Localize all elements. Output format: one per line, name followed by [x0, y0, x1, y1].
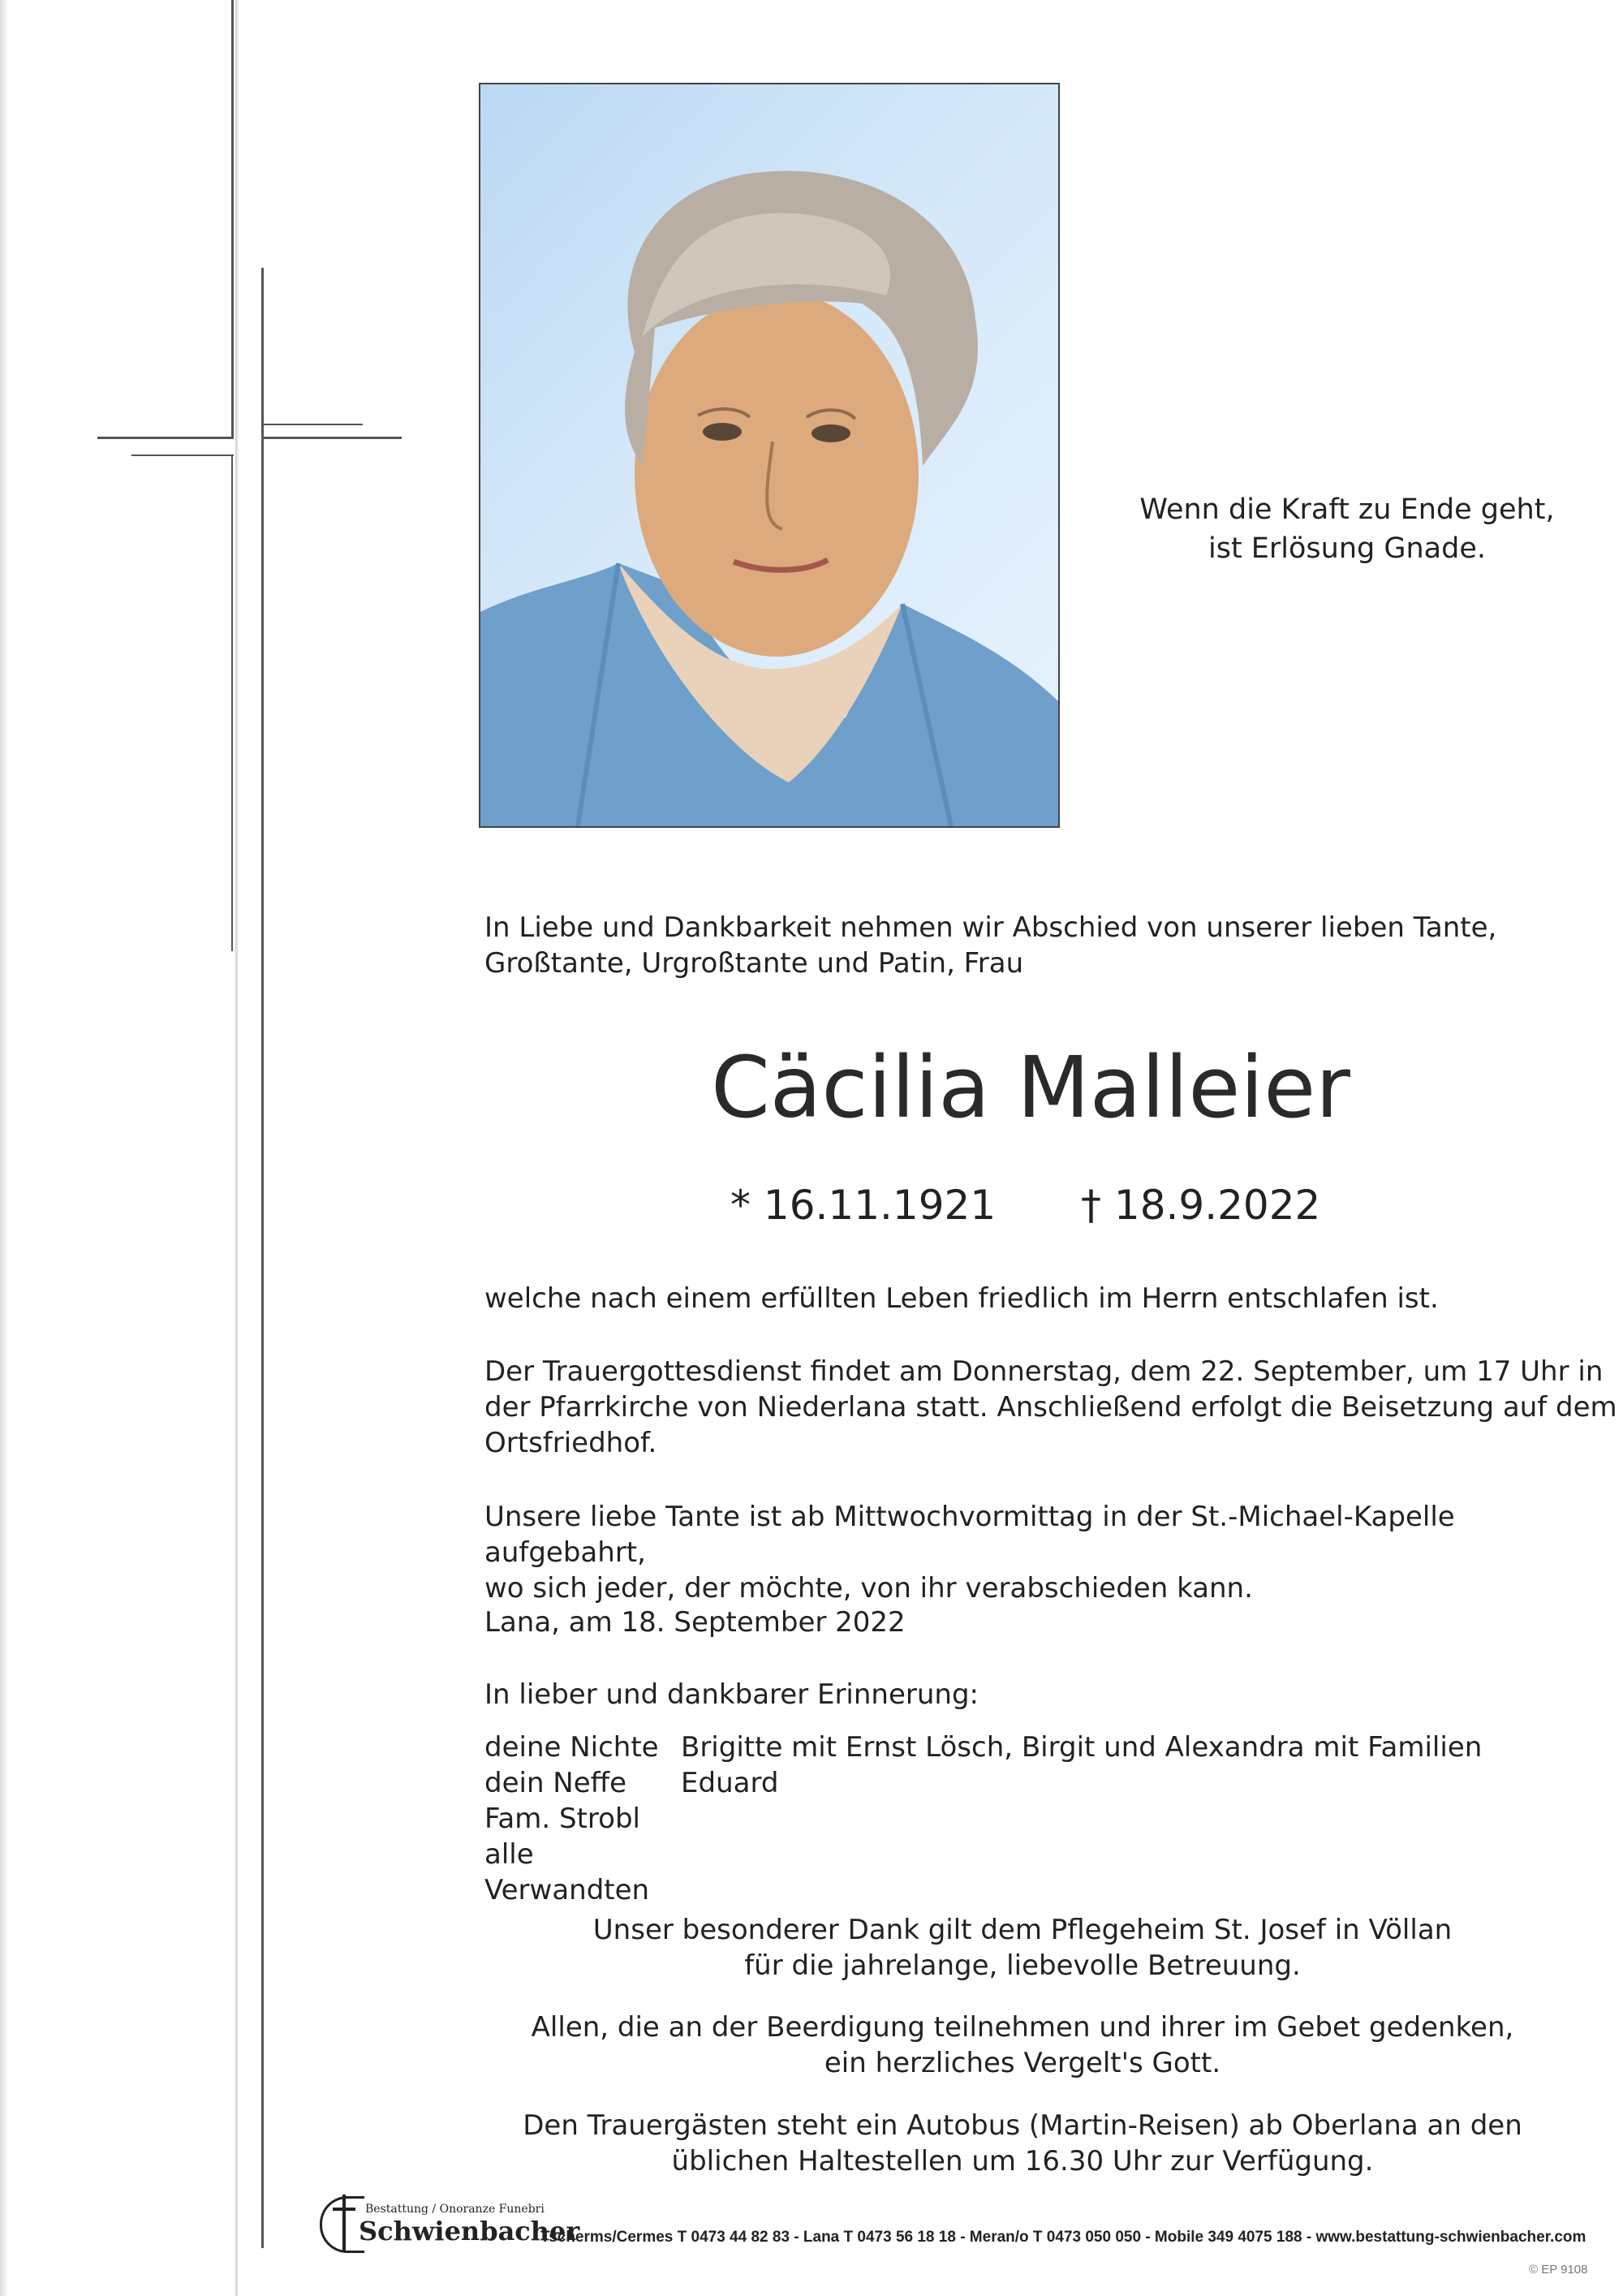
bus-line: Den Trauergästen steht ein Autobus (Martin-Reisen) ab Oberlana an den: [523, 2109, 1522, 2142]
undertaker-name: Schwienbacher: [359, 2216, 580, 2246]
viewing-line: wo sich jeder, der möchte, von ihr verabschieden kann.: [484, 1572, 1253, 1605]
thanks-line: Unser besonderer Dank gilt dem Pflegeheim St. Josef in Völlan: [592, 1914, 1453, 1946]
quote: [1120, 490, 1574, 568]
thanks-line: für die jahrelange, liebevolle Betreuung.: [744, 1949, 1301, 1982]
deceased-name: Cäcilia Malleier: [711, 1038, 1350, 1137]
relative-relation: Fam. Strobl: [484, 1803, 640, 1835]
paper-edge: [0, 0, 8, 2296]
portrait-photo: [479, 83, 1060, 828]
viewing-line: Unsere liebe Tante ist ab Mittwochvormittag in der St.-Michael-Kapelle aufgebahrt,: [484, 1501, 1455, 1569]
bus-text: [454, 2108, 1591, 2179]
relative-names: Eduard: [681, 1767, 779, 1799]
relative-row: [484, 1730, 1482, 1765]
relative-row: [484, 1837, 1482, 1908]
service-line: Ortsfriedhof.: [484, 1427, 657, 1459]
logo-cross-icon: [342, 2195, 346, 2251]
service-line: der Pfarrkirche von Niederlana statt. Anschließend erfolgt die Beisetzung auf dem: [484, 1391, 1617, 1424]
undertaker-subtitle: Bestattung / Onoranze Funebri: [365, 2203, 545, 2216]
relative-names: Brigitte mit Ernst Lösch, Birgit und Alexandra mit Familien: [681, 1731, 1483, 1764]
quote-line: ist Erlösung Gnade.: [1208, 532, 1487, 565]
intro-line: Großtante, Urgroßtante und Patin, Frau: [484, 947, 1024, 980]
relative-row: [484, 1765, 1482, 1801]
death-date: † 18.9.2022: [1081, 1182, 1321, 1229]
passed-text: welche nach einem erfüllten Leben friedlich im Herrn entschlafen ist.: [484, 1282, 1439, 1315]
page-fold: [235, 0, 239, 2296]
print-code: © EP 9108: [1529, 2263, 1588, 2277]
relatives-list: [484, 1730, 1482, 1908]
viewing-text: [484, 1499, 1623, 1606]
birth-date: * 16.11.1921: [730, 1182, 997, 1229]
relative-relation: alle Verwandten: [484, 1838, 650, 1906]
intro-text: [484, 910, 1496, 981]
relative-row: [484, 1801, 1482, 1837]
service-line: Der Trauergottesdienst findet am Donnerstag, dem 22. September, um 17 Uhr in: [484, 1355, 1604, 1388]
funeral-thanks-text: [454, 2010, 1591, 2081]
funeral-thanks-line: Allen, die an der Beerdigung teilnehmen und ihrer im Gebet gedenken,: [531, 2011, 1514, 2044]
relative-relation: dein Neffe: [484, 1767, 626, 1799]
bus-line: üblichen Haltestellen um 16.30 Uhr zur Verfügung.: [671, 2145, 1374, 2178]
quote-line: Wenn die Kraft zu Ende geht,: [1139, 493, 1555, 526]
place-date: Lana, am 18. September 2022: [484, 1606, 906, 1639]
memory-text: In lieber und dankbarer Erinnerung:: [484, 1678, 979, 1711]
funeral-thanks-line: ein herzliches Vergelt's Gott.: [824, 2047, 1221, 2079]
service-text: [484, 1354, 1617, 1461]
relative-relation: deine Nichte: [484, 1731, 659, 1764]
thanks-text: [454, 1912, 1591, 1984]
intro-line: In Liebe und Dankbarkeit nehmen wir Abschied von unserer lieben Tante,: [484, 911, 1497, 944]
footer-contact: Tscherms/Cermes T 0473 44 82 83 - Lana T 0473 56 18 18 - Meran/o T 0473 050 050 - Mobile 349 4075 188 - www.bestattung-schwienbacher.com: [540, 2229, 1586, 2246]
undertaker-logo: [320, 2191, 580, 2256]
